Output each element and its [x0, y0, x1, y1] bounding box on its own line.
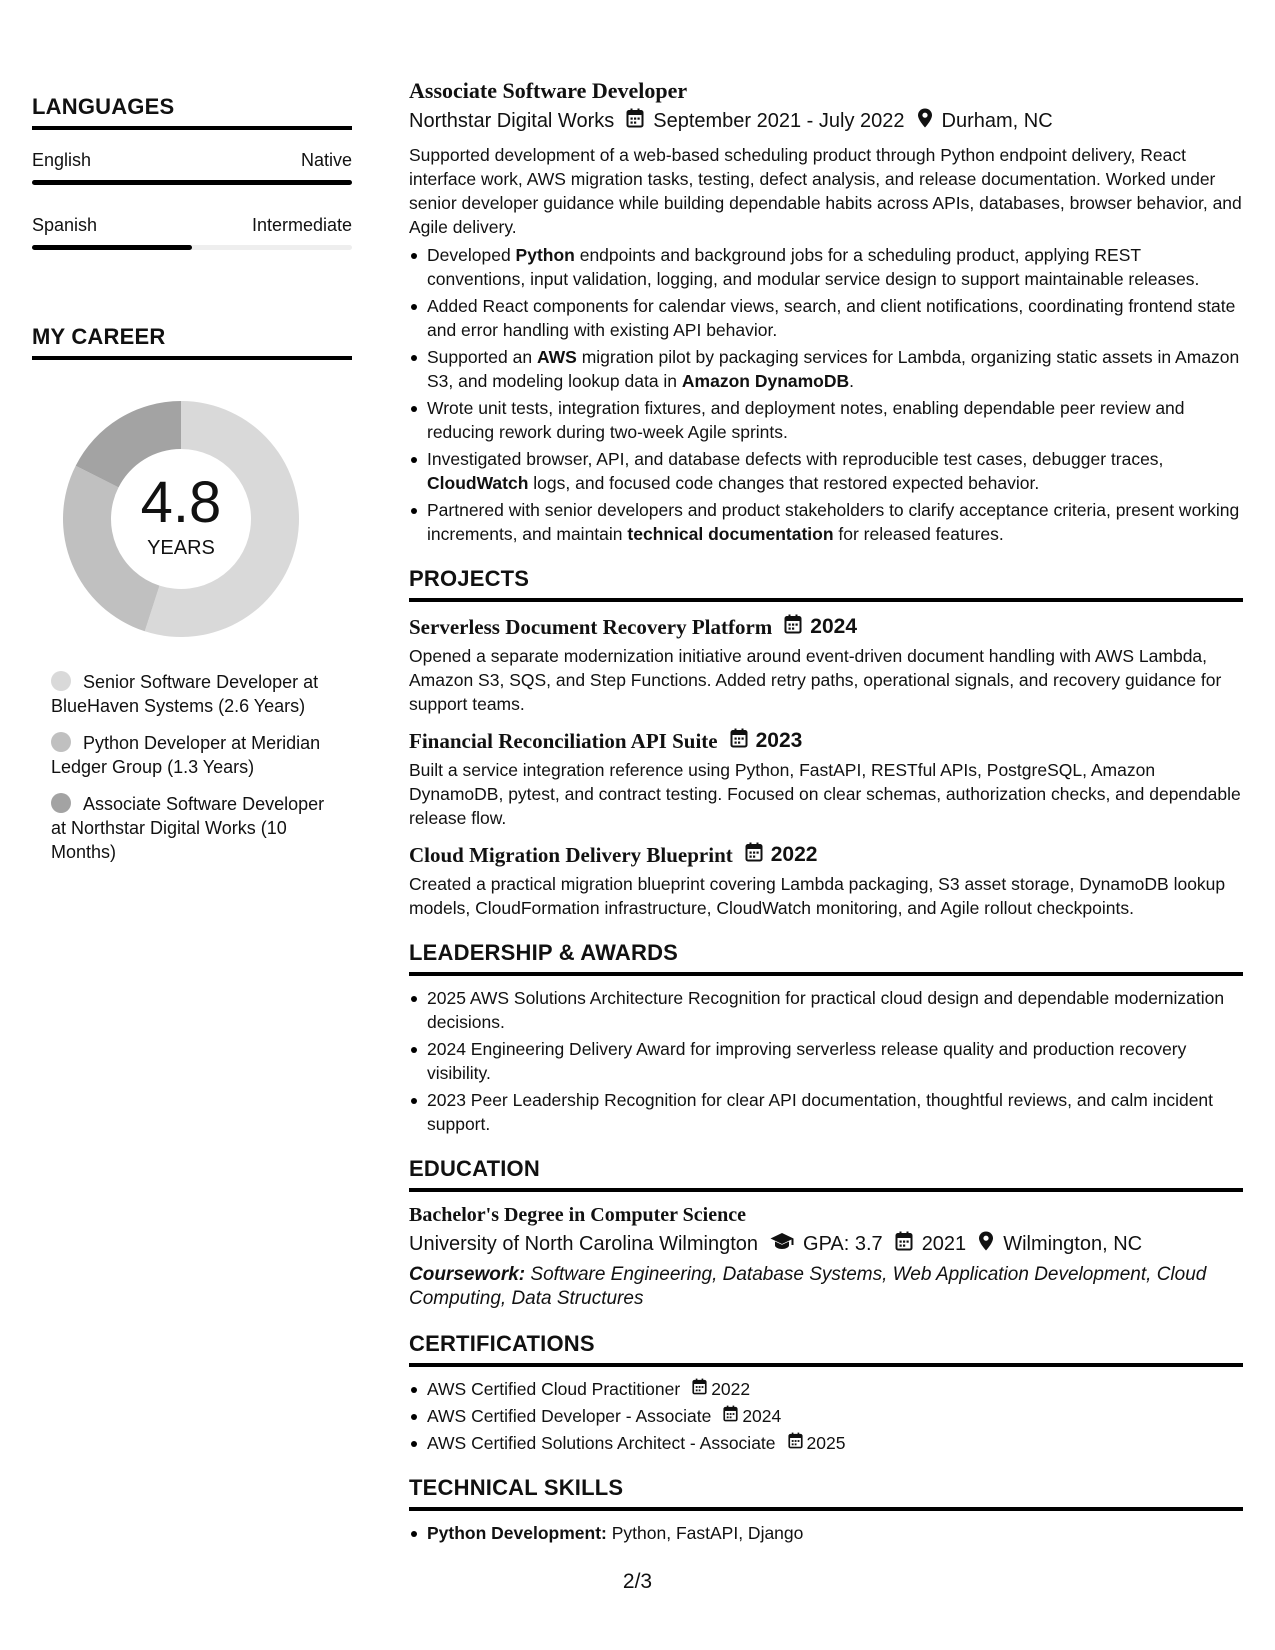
education-coursework	[409, 1263, 1243, 1311]
bullet-text: Partnered with senior developers and product stakeholders to clarify acceptance criteria, present working increments, and maintain	[427, 500, 1240, 544]
calendar-icon	[723, 1404, 738, 1428]
certification-name: AWS Certified Developer - Associate	[427, 1406, 712, 1426]
calendar-icon	[784, 614, 802, 640]
calendar-icon	[626, 108, 644, 134]
project-description: Opened a separate modernization initiative around event-driven document handling with AWS Lambda, Amazon S3, SQS, and Step Functions. Added retry paths, operational signals, and recovery guidance for support teams.	[409, 646, 1222, 714]
bullet-text: migration pilot by packaging services for Lambda, organizing static assets in Amazon S3, and modeling lookup data in	[427, 347, 1240, 391]
project-year: 2024	[810, 615, 857, 638]
calendar-icon	[895, 1231, 913, 1257]
legend-dot	[51, 671, 71, 691]
certification-name: AWS Certified Cloud Practitioner	[427, 1379, 681, 1399]
languages-section	[32, 94, 352, 250]
award-item: 2024 Engineering Delivery Award for improving serverless release quality and production recovery visibility.	[409, 1037, 1243, 1085]
legend-label: Python Developer at Meridian Ledger Group (1.3 Years)	[51, 733, 321, 777]
project-title-row	[409, 842, 1243, 868]
certification-item	[409, 1404, 1243, 1428]
award-item: 2025 AWS Solutions Architecture Recognition for practical cloud design and dependable modernization decisions.	[409, 986, 1243, 1034]
bullet-highlight: Amazon DynamoDB	[681, 371, 850, 391]
language-proficiency-bar	[32, 245, 352, 250]
job-title: Associate Software Developer	[409, 78, 688, 103]
legend-label: Senior Software Developer at BlueHaven Systems (2.6 Years)	[51, 672, 319, 716]
location-pin-icon	[917, 108, 933, 134]
languages-heading: LANGUAGES	[32, 94, 352, 130]
job-bullet	[409, 396, 1243, 444]
education-degree: Bachelor's Degree in Computer Science	[409, 1204, 746, 1226]
certification-year: 2025	[806, 1433, 846, 1453]
skills-section	[409, 1475, 1243, 1545]
certification-year: 2024	[742, 1406, 782, 1426]
bullet-text: Developed	[427, 245, 516, 265]
education-location: Wilmington, NC	[1003, 1232, 1143, 1255]
project-name: Serverless Document Recovery Platform	[409, 614, 773, 639]
career-total-unit: YEARS	[147, 536, 215, 559]
certifications-list	[409, 1377, 1243, 1455]
bullet-highlight: AWS	[536, 347, 577, 367]
awards-list	[409, 986, 1243, 1136]
job-bullet	[409, 447, 1243, 495]
skills-list	[409, 1521, 1243, 1545]
education-gpa: GPA: 3.7	[803, 1232, 883, 1255]
legend-dot	[51, 732, 71, 752]
language-proficiency-fill	[32, 180, 352, 185]
project-title-row	[409, 728, 1243, 754]
left-column	[32, 94, 352, 877]
career-section	[32, 324, 352, 864]
job-bullets	[409, 243, 1243, 546]
language-level: Native	[300, 150, 352, 170]
location-pin-icon	[978, 1231, 994, 1257]
language-proficiency-fill	[32, 245, 192, 250]
bullet-text: logs, and focused code changes that restored expected behavior.	[528, 473, 1040, 493]
legend-label: Associate Software Developer at Northstar Digital Works (10 Months)	[51, 794, 325, 862]
skill-values: Python, FastAPI, Django	[606, 1523, 804, 1543]
project-year: 2022	[770, 843, 818, 866]
certifications-section	[409, 1331, 1243, 1455]
projects-heading: PROJECTS	[409, 566, 1243, 602]
education-school: University of North Carolina Wilmington	[409, 1232, 759, 1255]
job-bullet	[409, 294, 1243, 342]
project-description: Built a service integration reference using Python, FastAPI, RESTful APIs, PostgreSQL, Amazon DynamoDB, pytest, and contract testing. Focused on clear schemas, authorization checks, and dependable release flow.	[409, 760, 1241, 828]
language-level: Intermediate	[251, 215, 352, 235]
career-legend	[51, 670, 341, 864]
bullet-text: Investigated browser, API, and database defects with reproducible test cases, debugger traces,	[427, 449, 1164, 469]
education-meta	[409, 1231, 1243, 1257]
certification-year: 2022	[711, 1379, 751, 1399]
job-summary: Supported development of a web-based scheduling product through Python endpoint delivery, React interface work, AWS migration tasks, testing, defect analysis, and release documentation. Worked under senior developer guidance while building dependable habits across APIs, databases, browser behavior, and Agile delivery.	[409, 145, 1242, 237]
bullet-text: endpoints and background jobs for a scheduling product, applying REST conventions, input validation, logging, and modular service design to support maintainable releases.	[427, 245, 1200, 289]
project-title-row	[409, 614, 1243, 640]
legend-dot	[51, 793, 71, 813]
certification-row	[427, 1404, 1243, 1428]
job-meta	[409, 108, 1243, 134]
job-company: Northstar Digital Works	[409, 109, 615, 132]
career-total-years: 4.8	[140, 469, 222, 535]
skill-item	[409, 1521, 1243, 1545]
certifications-heading: CERTIFICATIONS	[409, 1331, 1243, 1367]
project-name: Cloud Migration Delivery Blueprint	[409, 842, 733, 867]
coursework-list: Software Engineering, Database Systems, Web Application Development, Cloud Computing, Data Structures	[409, 1264, 1207, 1309]
education-year: 2021	[921, 1232, 967, 1255]
bullet-text: Supported an	[427, 347, 537, 367]
legend-item	[51, 670, 341, 718]
job-bullet	[409, 498, 1243, 546]
certification-name: AWS Certified Solutions Architect - Associate	[427, 1433, 776, 1453]
language-proficiency-bar	[32, 180, 352, 185]
project-description: Created a practical migration blueprint covering Lambda packaging, S3 asset storage, DynamoDB lookup models, CloudFormation infrastructure, CloudWatch monitoring, and Agile rollout checkpoints.	[409, 874, 1226, 918]
bullet-highlight: technical documentation	[627, 524, 834, 544]
calendar-icon	[788, 1431, 803, 1455]
certification-row	[427, 1431, 1243, 1455]
bullet-text: Wrote unit tests, integration fixtures, and deployment notes, enabling dependable peer review and reducing rework during two-week Agile sprints.	[427, 398, 1185, 442]
graduation-cap-icon	[770, 1232, 794, 1256]
language-name: English	[32, 150, 92, 170]
bullet-text: Added React components for calendar views, search, and client notifications, coordinating frontend state and error handling with existing API behavior.	[427, 296, 1236, 340]
job-location: Durham, NC	[941, 109, 1053, 132]
experience-entry	[409, 78, 1243, 546]
language-row	[32, 215, 352, 236]
awards-heading: LEADERSHIP & AWARDS	[409, 940, 1243, 976]
job-bullet	[409, 345, 1243, 393]
projects-section	[409, 566, 1243, 920]
project-year: 2023	[755, 729, 803, 752]
bullet-highlight: CloudWatch	[427, 473, 529, 493]
job-bullet	[409, 243, 1243, 291]
page-number: 2/3	[622, 1570, 653, 1593]
certification-item	[409, 1431, 1243, 1455]
bullet-highlight: Python	[515, 245, 575, 265]
legend-item	[51, 731, 341, 779]
career-donut-chart	[56, 394, 306, 644]
language-row	[32, 150, 352, 171]
certification-item	[409, 1377, 1243, 1401]
skills-heading: TECHNICAL SKILLS	[409, 1475, 1243, 1511]
awards-section	[409, 940, 1243, 1136]
job-dates: September 2021 - July 2022	[653, 109, 905, 132]
calendar-icon	[745, 842, 763, 868]
donut-center	[56, 394, 306, 644]
project-name: Financial Reconciliation API Suite	[409, 728, 718, 753]
right-column	[409, 78, 1243, 1548]
skill-category: Python Development:	[427, 1523, 607, 1543]
education-section	[409, 1156, 1243, 1311]
calendar-icon	[730, 728, 748, 754]
career-heading: MY CAREER	[32, 324, 352, 360]
education-heading: EDUCATION	[409, 1156, 1243, 1192]
certification-row	[427, 1377, 1243, 1401]
legend-item	[51, 792, 341, 864]
coursework-label: Coursework:	[409, 1264, 526, 1285]
award-item: 2023 Peer Leadership Recognition for clear API documentation, thoughtful reviews, and calm incident support.	[409, 1088, 1243, 1136]
bullet-text: for released features.	[833, 524, 1004, 544]
calendar-icon	[692, 1377, 707, 1401]
bullet-text: .	[849, 371, 855, 391]
language-name: Spanish	[32, 215, 98, 235]
